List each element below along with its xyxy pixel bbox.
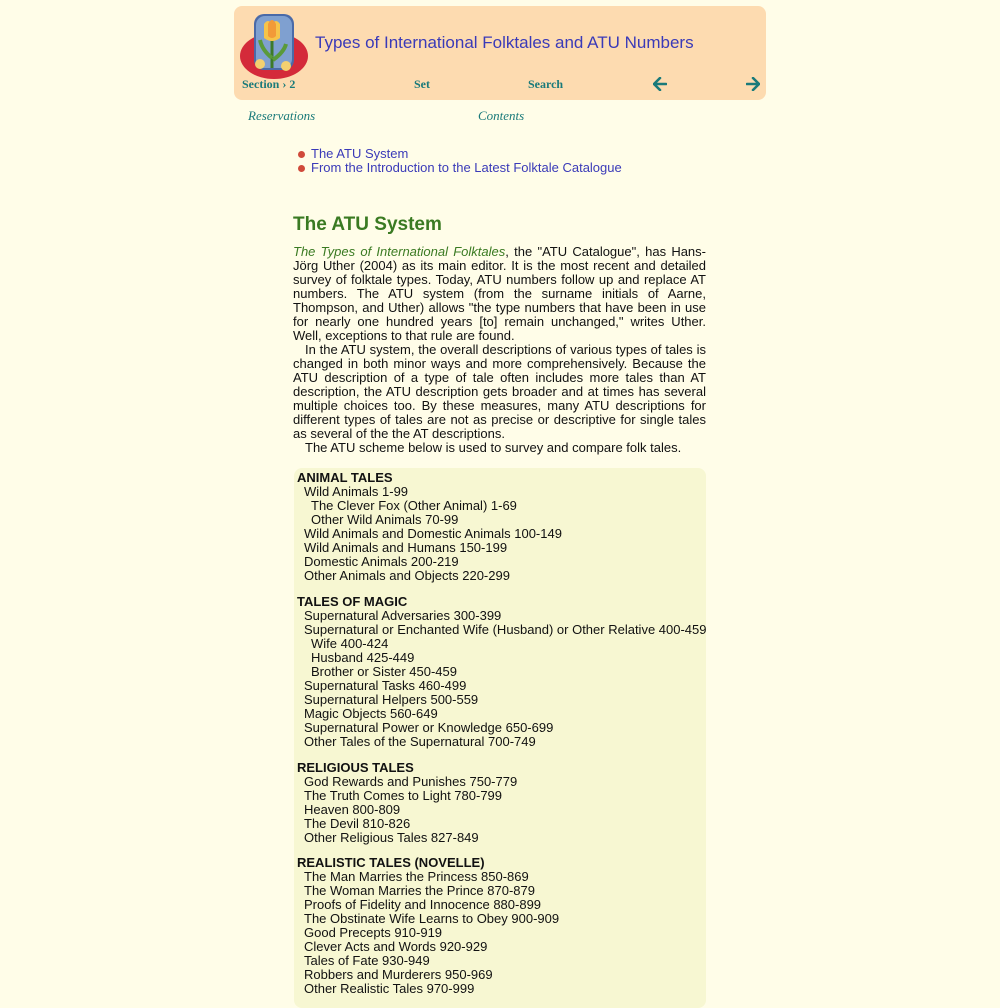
nav-set-link[interactable]: Set [414, 77, 430, 91]
table-of-contents [298, 147, 622, 175]
paragraph-descriptions: In the ATU system, the overall descriptions of various types of tales is changed in both minor ways and more comprehensively. Because the ATU description of a type of tale often includes more tales than AT description, the ATU description gets broader and at times has several multiple choices too. By these measures, many ATU descriptions for different types of tales are not as precise or descriptive for single tales as several of the the AT descriptions. [293, 342, 706, 441]
arrow-right-icon[interactable] [746, 77, 760, 91]
scheme-item: Other Animals and Objects 220-299 [304, 568, 510, 583]
scheme-item: The Woman Marries the Prince 870-879 [304, 883, 535, 898]
scheme-item: Other Realistic Tales 970-999 [304, 981, 475, 996]
scheme-item: Supernatural Power or Knowledge 650-699 [304, 720, 554, 735]
scheme-item: Proofs of Fidelity and Innocence 880-899 [304, 897, 542, 912]
scheme-item: Wife 400-424 [311, 636, 389, 651]
scheme-item: The Devil 810-826 [304, 816, 411, 831]
scheme-item: Supernatural or Enchanted Wife (Husband) or Other Relative 400-459 [304, 622, 707, 637]
scheme-item: Brother or Sister 450-459 [311, 664, 457, 679]
nav-search-link[interactable]: Search [528, 77, 564, 91]
book-title: The Types of International Folktales [293, 244, 506, 259]
site-title: Types of International Folktales and ATU Numbers [315, 33, 694, 52]
atu-scheme-box [294, 468, 706, 1008]
scheme-item: Wild Animals and Domestic Animals 100-149 [304, 526, 562, 541]
scheme-item: Wild Animals and Humans 150-199 [304, 540, 508, 555]
scheme-item: Good Precepts 910-919 [304, 925, 443, 940]
scheme-item: Robbers and Murderers 950-969 [304, 967, 493, 982]
article-body [293, 245, 706, 455]
scheme-group-realistic-tales [297, 856, 559, 996]
scheme-item: Heaven 800-809 [304, 802, 401, 817]
paragraph-scheme-intro: The ATU scheme below is used to survey and compare folk tales. [305, 440, 682, 455]
scheme-item: Magic Objects 560-649 [304, 706, 438, 721]
scheme-item: The Truth Comes to Light 780-799 [304, 788, 503, 803]
scheme-item: The Clever Fox (Other Animal) 1-69 [311, 498, 517, 513]
scheme-item: God Rewards and Punishes 750-779 [304, 774, 518, 789]
scheme-group-religious-tales [297, 761, 517, 845]
reservations-link[interactable]: Reservations [248, 108, 316, 123]
scheme-item: The Man Marries the Princess 850-869 [304, 869, 529, 884]
scheme-item: Other Religious Tales 827-849 [304, 830, 479, 845]
scheme-group-tales-of-magic [297, 595, 707, 749]
scheme-item: Wild Animals 1-99 [304, 484, 409, 499]
bullet-icon [298, 151, 305, 158]
scheme-item: Supernatural Tasks 460-499 [304, 678, 467, 693]
tulip-logo-icon[interactable] [238, 10, 310, 80]
scheme-item: Supernatural Adversaries 300-399 [304, 608, 502, 623]
scheme-group-heading: REALISTIC TALES (NOVELLE) [297, 855, 485, 870]
paragraph-intro [293, 245, 706, 343]
nav-section-link[interactable]: Section › 2 [242, 77, 296, 91]
toc-link-atu-system[interactable]: The ATU System [311, 146, 409, 161]
scheme-item: Other Tales of the Supernatural 700-749 [304, 734, 536, 749]
scheme-group-animal-tales [297, 471, 562, 583]
scheme-item: Domestic Animals 200-219 [304, 554, 459, 569]
toc-link-introduction[interactable]: From the Introduction to the Latest Folktale Catalogue [311, 160, 622, 175]
scheme-item: Tales of Fate 930-949 [304, 953, 430, 968]
scheme-group-heading: TALES OF MAGIC [297, 594, 408, 609]
paragraph-intro-text: , the "ATU Catalogue", has Hans-Jörg Uther (2004) as its main editor. It is the most recent and detailed survey of folktale types. Today, ATU numbers follow up and replace AT numbers. The ATU system (from the surname initials of Aarne, Thompson, and Uther) allows "the type numbers that have been in use for nearly one hundred years [to] remain unchanged," writes Uther. Well, exceptions to that rule are found. [293, 244, 706, 343]
scheme-item: Other Wild Animals 70-99 [311, 512, 459, 527]
scheme-item: Clever Acts and Words 920-929 [304, 939, 488, 954]
scheme-group-heading: RELIGIOUS TALES [297, 760, 414, 775]
page-title: The ATU System [293, 214, 442, 235]
contents-link[interactable]: Contents [478, 108, 525, 123]
toc-item[interactable] [298, 161, 622, 175]
toc-item[interactable] [298, 147, 622, 161]
main-content [293, 212, 706, 455]
scheme-item: Husband 425-449 [311, 650, 415, 665]
scheme-item: The Obstinate Wife Learns to Obey 900-909 [304, 911, 560, 926]
bullet-icon [298, 165, 305, 172]
scheme-group-heading: ANIMAL TALES [297, 470, 393, 485]
site-header [234, 6, 766, 100]
arrow-left-icon[interactable] [653, 77, 667, 91]
scheme-item: Supernatural Helpers 500-559 [304, 692, 479, 707]
